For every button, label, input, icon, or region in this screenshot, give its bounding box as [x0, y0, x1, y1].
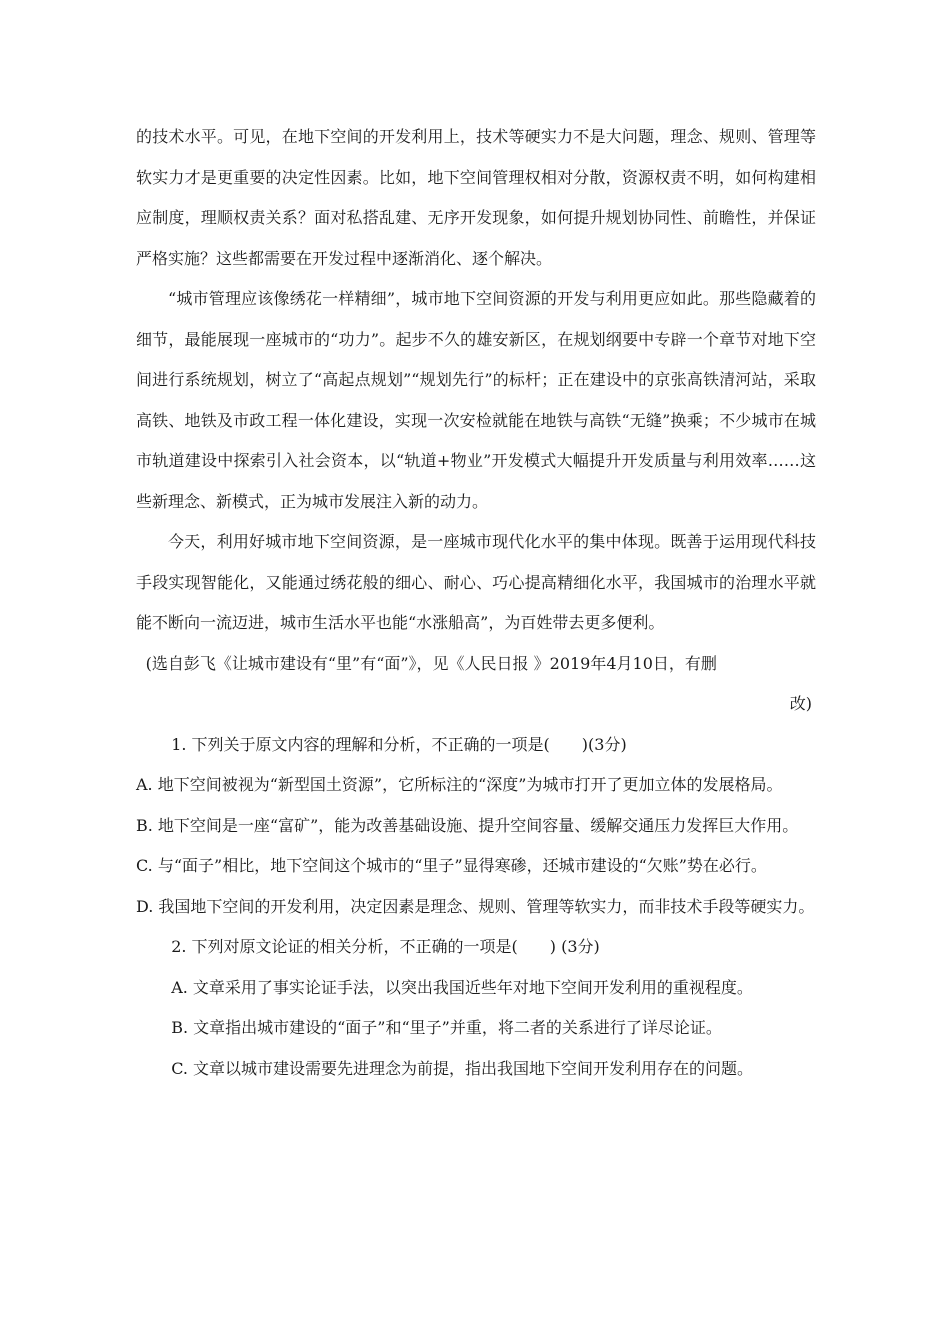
- question-1-option-b: B. 地下空间是一座“富矿”，能为改善基础设施、提升空间容量、缓解交通压力发挥巨大作用。: [136, 815, 799, 835]
- question-2-option-a: A. 文章采用了事实论证手法，以突出我国近些年对地下空间开发利用的重视程度。: [171, 977, 753, 997]
- question-2-option-c: C. 文章以城市建设需要先进理念为前提，指出我国地下空间开发利用存在的问题。: [171, 1058, 754, 1078]
- question-1-option-d: D. 我国地下空间的开发利用，决定因素是理念、规则、管理等软实力，而非技术手段等硬实力。: [136, 896, 815, 916]
- paragraph-3: 今天，利用好城市地下空间资源，是一座城市现代化水平的集中体现。既善于运用现代科技手段实现智能化，又能通过绣花般的细心、耐心、巧心提高精细化水平，我国城市的治理水平就能不断向一流迈进，城市生活水平也能“水涨船高”，为百姓带去更多便利。: [136, 532, 816, 632]
- source-citation-end: 改): [789, 694, 812, 713]
- question-2-stem: 2. 下列对原文论证的相关分析，不正确的一项是( ) (3分): [171, 937, 600, 956]
- paragraph-1: 的技术水平。可见，在地下空间的开发利用上，技术等硬实力不是大问题，理念、规则、管理等软实力才是更重要的决定性因素。比如，地下空间管理权相对分散，资源权责不明，如何构建相应制度，理顺权责关系？面对私搭乱建、无序开发现象，如何提升规划协同性、前瞻性，并保证严格实施？这些都需要在开发过程中逐渐消化、逐个解决。: [136, 127, 816, 268]
- source-citation: (选自彭飞《让城市建设有“里”有“面”》，见《人民日报 》2019年4月10日，有删: [145, 653, 717, 673]
- question-1-option-a: A. 地下空间被视为“新型国土资源”，它所标注的“深度”为城市打开了更加立体的发展格局。: [136, 775, 783, 794]
- paragraph-2: “城市管理应该像绣花一样精细”，城市地下空间资源的开发与利用更应如此。那些隐藏着的细节，最能展现一座城市的“功力”。起步不久的雄安新区，在规划纲要中专辟一个章节对地下空间进行系统规划，树立了“高起点规划”“规划先行”的标杆；正在建设中的京张高铁清河站，采取高铁、地铁及市政工程一体化建设，实现一次安检就能在地铁与高铁“无缝”换乘；不少城市在城市轨道建设中探索引入社会资本，以“轨道+物业”开发模式大幅提升开发质量与利用效率……这些新理念、新模式，正为城市发展注入新的动力。: [136, 289, 816, 511]
- question-1-stem: 1. 下列关于原文内容的理解和分析，不正确的一项是( )(3分): [171, 734, 627, 754]
- question-2-option-b: B. 文章指出城市建设的“面子”和“里子”并重，将二者的关系进行了详尽论证。: [171, 1018, 722, 1037]
- question-1-option-c: C. 与“面子”相比，地下空间这个城市的“里子”显得寒碜，还城市建设的“欠账”势在必行。: [136, 856, 767, 875]
